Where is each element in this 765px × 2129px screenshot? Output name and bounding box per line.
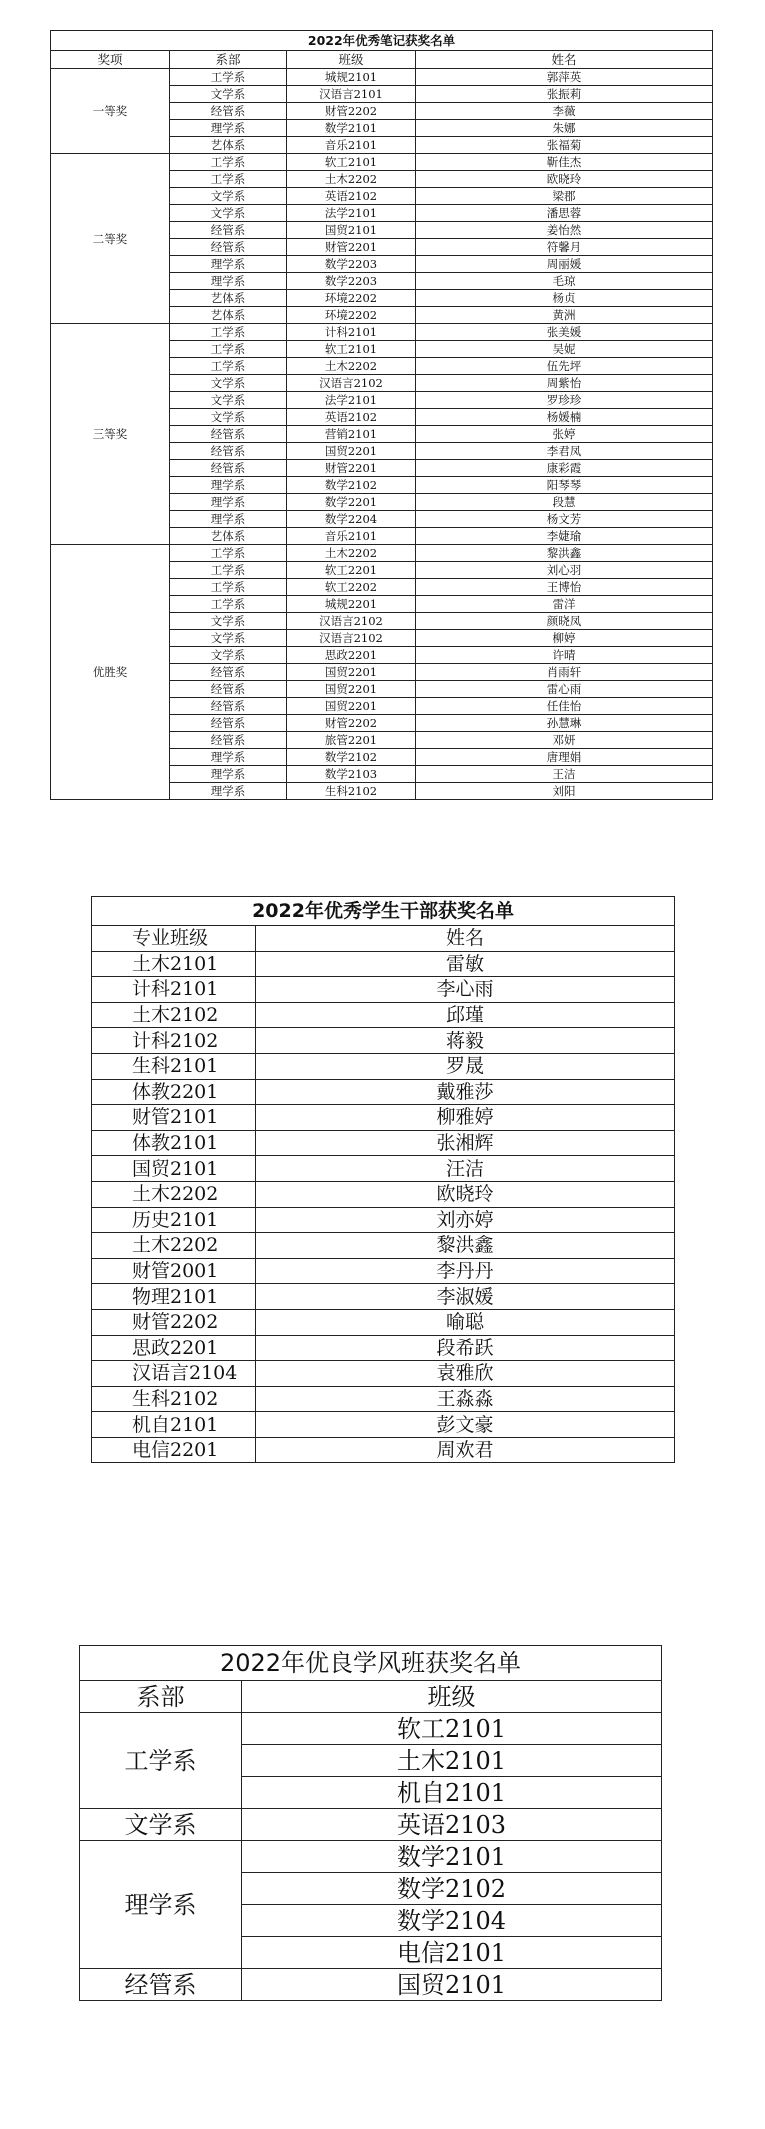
- class-cell: 土木2202: [287, 545, 416, 562]
- table-row: [92, 951, 675, 977]
- class-cell: 机自2101: [242, 1777, 662, 1809]
- dept-cell: 经管系: [170, 664, 287, 681]
- dept-cell: 工学系: [170, 545, 287, 562]
- table-row: [51, 324, 713, 341]
- name-cell: 邱瑾: [256, 1002, 675, 1028]
- dept-cell: 艺体系: [170, 137, 287, 154]
- name-cell: 康彩霞: [416, 460, 713, 477]
- dept-cell: 理学系: [170, 766, 287, 783]
- name-cell: 杨贞: [416, 290, 713, 307]
- dept-cell: 理学系: [170, 511, 287, 528]
- table-row: [80, 1841, 662, 1873]
- class-cell: 音乐2101: [287, 137, 416, 154]
- dept-cell: 工学系: [170, 154, 287, 171]
- major-class-cell: 土木2202: [92, 1233, 256, 1259]
- class-cell: 英语2102: [287, 409, 416, 426]
- name-cell: 颜晓凤: [416, 613, 713, 630]
- header-name: 姓名: [416, 51, 713, 69]
- class-cell: 汉语言2101: [287, 86, 416, 103]
- table-row: [92, 1105, 675, 1131]
- name-cell: 杨媛楠: [416, 409, 713, 426]
- class-cell: 数学2102: [287, 477, 416, 494]
- dept-cell: 工学系: [170, 324, 287, 341]
- class-cell: 国贸2201: [287, 698, 416, 715]
- dept-cell: 经管系: [170, 239, 287, 256]
- name-cell: 汪洁: [256, 1156, 675, 1182]
- header-name: 姓名: [256, 926, 675, 952]
- dept-cell: 文学系: [170, 86, 287, 103]
- major-class-cell: 生科2102: [92, 1386, 256, 1412]
- table-row: [92, 1156, 675, 1182]
- class-cell: 国贸2101: [242, 1969, 662, 2001]
- major-class-cell: 体教2101: [92, 1130, 256, 1156]
- table-row: [92, 1361, 675, 1387]
- dept-cell: 文学系: [170, 205, 287, 222]
- dept-cell: 文学系: [170, 613, 287, 630]
- notes-award-table: [50, 30, 713, 800]
- name-cell: 欧晓玲: [256, 1181, 675, 1207]
- class-cell: 汉语言2102: [287, 630, 416, 647]
- dept-cell: 文学系: [170, 375, 287, 392]
- class-cell: 土木2101: [242, 1745, 662, 1777]
- name-cell: 周欢君: [256, 1437, 675, 1463]
- table-row: [92, 1233, 675, 1259]
- name-cell: 邓妍: [416, 732, 713, 749]
- major-class-cell: 财管2101: [92, 1105, 256, 1131]
- class-cell: 环境2202: [287, 290, 416, 307]
- class-cell: 财管2202: [287, 103, 416, 120]
- name-cell: 周丽媛: [416, 256, 713, 273]
- major-class-cell: 计科2102: [92, 1028, 256, 1054]
- dept-cell: 工学系: [80, 1713, 242, 1809]
- class-cell: 数学2203: [287, 273, 416, 290]
- class-cell: 环境2202: [287, 307, 416, 324]
- name-cell: 柳雅婷: [256, 1105, 675, 1131]
- dept-cell: 文学系: [170, 409, 287, 426]
- name-cell: 刘亦婷: [256, 1207, 675, 1233]
- major-class-cell: 体教2201: [92, 1079, 256, 1105]
- class-award-title: 2022年优良学风班获奖名单: [80, 1646, 662, 1681]
- name-cell: 李心雨: [256, 977, 675, 1003]
- name-cell: 孙慧琳: [416, 715, 713, 732]
- name-cell: 雷心雨: [416, 681, 713, 698]
- dept-cell: 工学系: [170, 579, 287, 596]
- name-cell: 梁郡: [416, 188, 713, 205]
- name-cell: 伍先坪: [416, 358, 713, 375]
- class-cell: 旅管2201: [287, 732, 416, 749]
- name-cell: 张婷: [416, 426, 713, 443]
- name-cell: 刘心羽: [416, 562, 713, 579]
- class-cell: 土木2202: [287, 171, 416, 188]
- header-dept: 系部: [170, 51, 287, 69]
- dept-cell: 文学系: [170, 647, 287, 664]
- dept-cell: 工学系: [170, 341, 287, 358]
- table-row: [51, 545, 713, 562]
- name-cell: 任佳怡: [416, 698, 713, 715]
- prize-cell: 三等奖: [51, 324, 170, 545]
- name-cell: 朱娜: [416, 120, 713, 137]
- class-cell: 数学2101: [287, 120, 416, 137]
- header-prize: 奖项: [51, 51, 170, 69]
- dept-cell: 理学系: [80, 1841, 242, 1969]
- dept-cell: 理学系: [170, 477, 287, 494]
- major-class-cell: 土木2101: [92, 951, 256, 977]
- dept-cell: 文学系: [170, 188, 287, 205]
- cadre-award-title: 2022年优秀学生干部获奖名单: [92, 897, 675, 926]
- class-cell: 数学2102: [242, 1873, 662, 1905]
- header-major-class: 专业班级: [92, 926, 256, 952]
- name-cell: 刘阳: [416, 783, 713, 800]
- dept-cell: 经管系: [170, 460, 287, 477]
- class-cell: 电信2101: [242, 1937, 662, 1969]
- name-cell: 罗珍珍: [416, 392, 713, 409]
- class-cell: 城规2201: [287, 596, 416, 613]
- dept-cell: 文学系: [80, 1809, 242, 1841]
- name-cell: 郭萍英: [416, 69, 713, 86]
- table-row: [92, 1002, 675, 1028]
- name-cell: 戴雅莎: [256, 1079, 675, 1105]
- major-class-cell: 机自2101: [92, 1412, 256, 1438]
- table-row: [92, 1437, 675, 1463]
- class-cell: 数学2204: [287, 511, 416, 528]
- name-cell: 雷敏: [256, 951, 675, 977]
- major-class-cell: 计科2101: [92, 977, 256, 1003]
- dept-cell: 经管系: [170, 698, 287, 715]
- major-class-cell: 历史2101: [92, 1207, 256, 1233]
- class-cell: 国贸2201: [287, 664, 416, 681]
- table-row: [92, 1181, 675, 1207]
- major-class-cell: 土木2102: [92, 1002, 256, 1028]
- major-class-cell: 财管2202: [92, 1309, 256, 1335]
- name-cell: 毛琼: [416, 273, 713, 290]
- major-class-cell: 汉语言2104: [92, 1361, 256, 1387]
- dept-cell: 理学系: [170, 749, 287, 766]
- dept-cell: 理学系: [170, 494, 287, 511]
- name-cell: 靳佳杰: [416, 154, 713, 171]
- dept-cell: 理学系: [170, 256, 287, 273]
- name-cell: 欧晓玲: [416, 171, 713, 188]
- table-row: [80, 1713, 662, 1745]
- class-cell: 数学2201: [287, 494, 416, 511]
- cadre-award-table: [91, 896, 675, 1463]
- class-cell: 数学2102: [287, 749, 416, 766]
- dept-cell: 经管系: [170, 103, 287, 120]
- name-cell: 张振莉: [416, 86, 713, 103]
- class-cell: 营销2101: [287, 426, 416, 443]
- table-row: [92, 1258, 675, 1284]
- class-cell: 软工2202: [287, 579, 416, 596]
- name-cell: 罗晟: [256, 1053, 675, 1079]
- class-cell: 英语2102: [287, 188, 416, 205]
- class-cell: 生科2102: [287, 783, 416, 800]
- major-class-cell: 土木2202: [92, 1181, 256, 1207]
- name-cell: 符馨月: [416, 239, 713, 256]
- dept-cell: 文学系: [170, 630, 287, 647]
- table-row: [92, 1335, 675, 1361]
- name-cell: 王洁: [416, 766, 713, 783]
- major-class-cell: 生科2101: [92, 1053, 256, 1079]
- class-cell: 汉语言2102: [287, 375, 416, 392]
- dept-cell: 经管系: [170, 732, 287, 749]
- major-class-cell: 物理2101: [92, 1284, 256, 1310]
- table-row: [92, 1386, 675, 1412]
- name-cell: 雷洋: [416, 596, 713, 613]
- class-cell: 汉语言2102: [287, 613, 416, 630]
- class-cell: 国贸2201: [287, 681, 416, 698]
- major-class-cell: 国贸2101: [92, 1156, 256, 1182]
- name-cell: 张湘辉: [256, 1130, 675, 1156]
- table-row: [80, 1809, 662, 1841]
- class-cell: 数学2101: [242, 1841, 662, 1873]
- name-cell: 阳琴琴: [416, 477, 713, 494]
- class-cell: 软工2101: [242, 1713, 662, 1745]
- name-cell: 黎洪鑫: [256, 1233, 675, 1259]
- dept-cell: 艺体系: [170, 290, 287, 307]
- name-cell: 段希跃: [256, 1335, 675, 1361]
- table-row: [92, 1284, 675, 1310]
- name-cell: 杨文芳: [416, 511, 713, 528]
- name-cell: 李薇: [416, 103, 713, 120]
- class-cell: 软工2201: [287, 562, 416, 579]
- name-cell: 彭文豪: [256, 1412, 675, 1438]
- name-cell: 李丹丹: [256, 1258, 675, 1284]
- class-cell: 财管2201: [287, 239, 416, 256]
- name-cell: 李婕瑜: [416, 528, 713, 545]
- dept-cell: 理学系: [170, 120, 287, 137]
- dept-cell: 艺体系: [170, 307, 287, 324]
- table-row: [92, 1309, 675, 1335]
- table-row: [92, 1079, 675, 1105]
- table-row: [92, 1207, 675, 1233]
- dept-cell: 工学系: [170, 596, 287, 613]
- header-class: 班级: [242, 1681, 662, 1713]
- header-class: 班级: [287, 51, 416, 69]
- class-cell: 土木2202: [287, 358, 416, 375]
- name-cell: 李淑媛: [256, 1284, 675, 1310]
- dept-cell: 经管系: [170, 715, 287, 732]
- class-cell: 法学2101: [287, 392, 416, 409]
- name-cell: 李君凤: [416, 443, 713, 460]
- notes-award-title: 2022年优秀笔记获奖名单: [51, 31, 713, 51]
- dept-cell: 经管系: [170, 426, 287, 443]
- class-cell: 城规2101: [287, 69, 416, 86]
- name-cell: 唐理娟: [416, 749, 713, 766]
- class-cell: 英语2103: [242, 1809, 662, 1841]
- class-cell: 数学2203: [287, 256, 416, 273]
- name-cell: 吴妮: [416, 341, 713, 358]
- prize-cell: 二等奖: [51, 154, 170, 324]
- class-cell: 软工2101: [287, 341, 416, 358]
- name-cell: 王博怡: [416, 579, 713, 596]
- class-cell: 国贸2201: [287, 443, 416, 460]
- class-cell: 财管2201: [287, 460, 416, 477]
- class-cell: 法学2101: [287, 205, 416, 222]
- table-row: [51, 69, 713, 86]
- table-row: [80, 1969, 662, 2001]
- name-cell: 黄洲: [416, 307, 713, 324]
- class-cell: 数学2104: [242, 1905, 662, 1937]
- name-cell: 张福菊: [416, 137, 713, 154]
- class-cell: 音乐2101: [287, 528, 416, 545]
- table-row: [51, 154, 713, 171]
- prize-cell: 优胜奖: [51, 545, 170, 800]
- dept-cell: 经管系: [170, 222, 287, 239]
- major-class-cell: 电信2201: [92, 1437, 256, 1463]
- name-cell: 姜怡然: [416, 222, 713, 239]
- dept-cell: 工学系: [170, 69, 287, 86]
- dept-cell: 经管系: [170, 443, 287, 460]
- name-cell: 柳婷: [416, 630, 713, 647]
- name-cell: 潘思蓉: [416, 205, 713, 222]
- name-cell: 王淼淼: [256, 1386, 675, 1412]
- dept-cell: 经管系: [170, 681, 287, 698]
- table-row: [92, 1053, 675, 1079]
- major-class-cell: 财管2001: [92, 1258, 256, 1284]
- dept-cell: 经管系: [80, 1969, 242, 2001]
- class-cell: 软工2101: [287, 154, 416, 171]
- name-cell: 张美媛: [416, 324, 713, 341]
- name-cell: 周紫怡: [416, 375, 713, 392]
- table-row: [92, 977, 675, 1003]
- class-cell: 国贸2101: [287, 222, 416, 239]
- dept-cell: 工学系: [170, 562, 287, 579]
- dept-cell: 工学系: [170, 358, 287, 375]
- dept-cell: 理学系: [170, 273, 287, 290]
- name-cell: 蒋毅: [256, 1028, 675, 1054]
- name-cell: 段慧: [416, 494, 713, 511]
- class-cell: 财管2202: [287, 715, 416, 732]
- name-cell: 许晴: [416, 647, 713, 664]
- class-cell: 思政2201: [287, 647, 416, 664]
- class-cell: 数学2103: [287, 766, 416, 783]
- name-cell: 黎洪鑫: [416, 545, 713, 562]
- table-row: [92, 1028, 675, 1054]
- prize-cell: 一等奖: [51, 69, 170, 154]
- name-cell: 肖雨轩: [416, 664, 713, 681]
- dept-cell: 理学系: [170, 783, 287, 800]
- name-cell: 袁雅欣: [256, 1361, 675, 1387]
- major-class-cell: 思政2201: [92, 1335, 256, 1361]
- header-dept: 系部: [80, 1681, 242, 1713]
- name-cell: 喻聪: [256, 1309, 675, 1335]
- class-award-table: [79, 1645, 662, 2001]
- dept-cell: 文学系: [170, 392, 287, 409]
- dept-cell: 艺体系: [170, 528, 287, 545]
- class-cell: 计科2101: [287, 324, 416, 341]
- dept-cell: 工学系: [170, 171, 287, 188]
- table-row: [92, 1412, 675, 1438]
- table-row: [92, 1130, 675, 1156]
